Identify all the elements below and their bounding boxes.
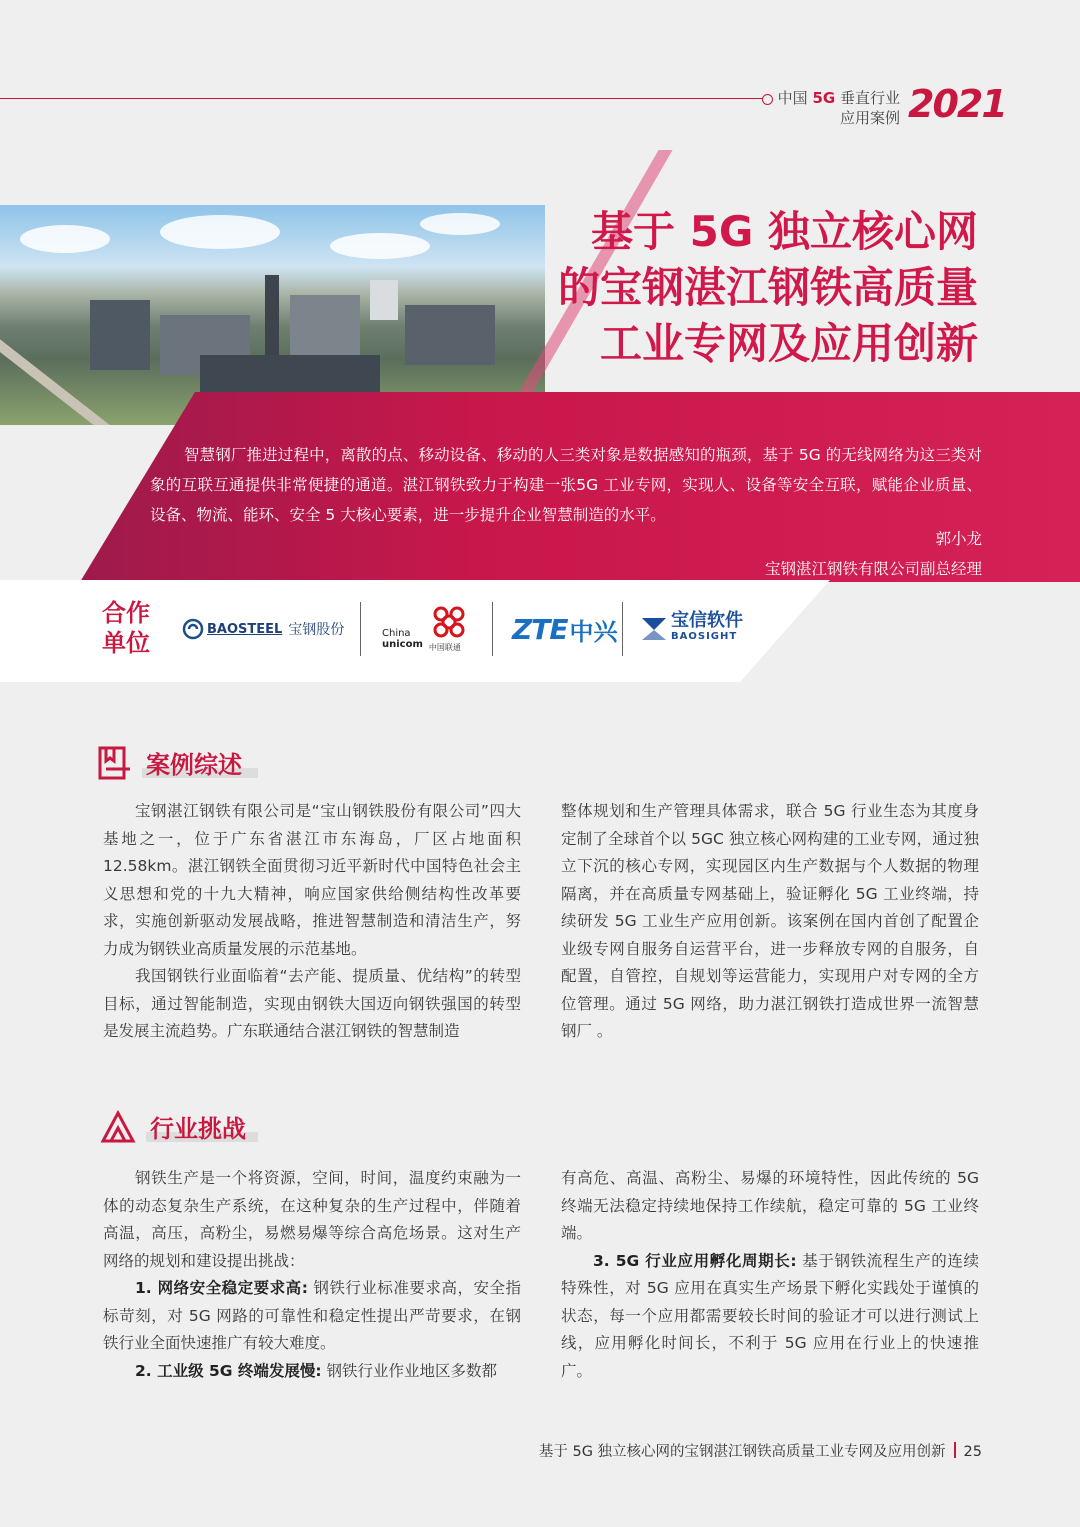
baosteel-logo xyxy=(182,604,344,654)
page-number: 25 xyxy=(963,1444,982,1460)
header-line2: 应用案例 xyxy=(839,109,900,127)
challenge-item-3-body: 基于钢铁流程生产的连续特殊性，对 5G 应用在真实生产场景下孵化实践处于谨慎的状态，每一个应用都需要较长时间的验证才可以进行测试上线，应用孵化时间长，不利于 5G 应用在行业上的快速推广。 xyxy=(561,1251,979,1380)
industry-challenge-icon xyxy=(100,1108,136,1148)
overview-paragraph: 宝钢湛江钢铁有限公司是“宝山钢铁股份有限公司”四大基地之一，位于广东省湛江市东海岛，厂区占地面积 12.58km。湛江钢铁全面贯彻习近平新时代中国特色社会主义思想和党的十九大精神，响应国家供给侧结构性改革要求，实施创新驱动发展战略，推进智慧制造和清洁生产，努力成为钢铁业高质量发展的示范基地。 xyxy=(103,802,521,958)
header-line1-prefix: 中国 xyxy=(777,89,808,107)
header-rule-dot xyxy=(762,94,773,105)
unicom-cn: 中国联通 xyxy=(428,643,461,652)
footer-title: 基于 5G 独立核心网的宝钢湛江钢铁高质量工业专网及应用创新 xyxy=(538,1444,946,1460)
header-line1-accent: 5G xyxy=(812,89,836,107)
zte-en: ZTE xyxy=(512,612,568,646)
page-title xyxy=(558,204,978,372)
overview-left-column xyxy=(103,798,521,1046)
unicom-en2: unicom xyxy=(382,639,423,650)
unicom-logo xyxy=(382,606,477,656)
author-title: 宝钢湛江钢铁有限公司副总经理 xyxy=(764,560,982,578)
overview-paragraph: 整体规划和生产管理具体需求，联合 5G 行业生态为其度身定制了全球首个以 5GC 独立核心网构建的工业专网，通过独立下沉的核心专网，实现园区内生产数据与个人数据的物理隔离，并在高质量专网基础上，验证孵化 5G 工业终端，持续研发 5G 工业生产应用创新。该案例在国内首创了配置企业级专网自服务自运营平台，进一步释放专网的自服务，自配置，自管控，自规划等运营能力，实现用户对专网的全方位管理。通过 5G 网络，助力湛江钢铁打造成世界一流智慧钢厂 。 xyxy=(561,802,979,1040)
author-name: 郭小龙 xyxy=(935,530,982,548)
quote-author xyxy=(765,524,982,584)
header-year: 2021 xyxy=(908,82,1006,126)
baosteel-cn: 宝钢股份 xyxy=(288,622,345,638)
baosight-cn: 宝信软件 xyxy=(671,610,743,631)
title-line3: 工业专网及应用创新 xyxy=(599,319,978,368)
zte-logo xyxy=(512,604,618,654)
challenge-item-1-body: 钢铁行业标准要求高，安全指标苛刻，对 5G 网路的可靠性和稳定性提出严苛要求，在钢铁行业全面快速推广有较大难度。 xyxy=(103,1279,521,1352)
partners-label-line1: 合作 xyxy=(102,599,150,627)
section-title-overview: 案例综述 xyxy=(146,751,242,779)
challenge-item-3-head: 3. 5G 行业应用孵化周期长: xyxy=(593,1251,797,1270)
challenges-right-column xyxy=(561,1165,979,1385)
challenge-item-2-continued: 有高危、高温、高粉尘、易爆的环境特性，因此传统的 5G 终端无法稳定持续地保持工作续航，稳定可靠的 5G 工业终端。 xyxy=(561,1169,979,1242)
challenge-item-2-head: 2. 工业级 5G 终端发展慢: xyxy=(135,1361,322,1380)
challenge-item-3 xyxy=(561,1248,979,1386)
challenge-item-1 xyxy=(103,1275,521,1358)
header-series-label xyxy=(778,88,900,128)
page-footer xyxy=(539,1440,982,1461)
baosteel-en: BAOSTEEL xyxy=(207,621,283,637)
partner-separator xyxy=(622,602,623,656)
partners-label-line2: 单位 xyxy=(102,629,150,657)
title-line1: 基于 5G 独立核心网 xyxy=(591,207,978,256)
challenges-left-column xyxy=(103,1165,521,1385)
baosight-en: BAOSIGHT xyxy=(671,631,738,642)
case-overview-icon xyxy=(97,745,133,785)
challenge-item-2-body: 钢铁行业作业地区多数都 xyxy=(321,1361,498,1380)
partner-separator xyxy=(360,602,361,656)
partner-separator xyxy=(492,602,493,656)
title-line2: 的宝钢湛江钢铁高质量 xyxy=(557,263,978,312)
unicom-en1: China xyxy=(382,628,411,639)
quote-text: 智慧钢厂推进过程中，离散的点、移动设备、移动的人三类对象是数据感知的瓶颈，基于 5G 的无线网络为这三类对象的互联互通提供非常便捷的通道。湛江钢铁致力于构建一张5G 工业专网，实现人、设备等安全互联，赋能企业质量、设备、物流、能环、安全 5 大核心要素，进一步提升企业智慧制造的水平。 xyxy=(150,446,982,524)
challenge-item-1-head: 1. 网络安全稳定要求高: xyxy=(135,1279,308,1297)
section-title-challenges: 行业挑战 xyxy=(150,1115,246,1143)
header-line1-suffix: 垂直行业 xyxy=(839,89,900,107)
unicom-knot-icon xyxy=(427,604,471,640)
overview-right-column xyxy=(561,798,979,1046)
baosight-logo xyxy=(640,604,743,654)
baosight-emblem-icon xyxy=(640,616,668,642)
challenge-item-2 xyxy=(103,1358,521,1386)
footer-divider xyxy=(954,1442,956,1458)
baosteel-emblem-icon xyxy=(182,618,204,640)
header-rule xyxy=(0,98,770,99)
zte-cn: 中兴 xyxy=(569,617,618,646)
partners-label xyxy=(102,598,150,658)
overview-paragraph: 我国钢铁行业面临着“去产能、提质量、优结构”的转型目标，通过智能制造，实现由钢铁大国迈向钢铁强国的转型是发展主流趋势。广东联通结合湛江钢铁的智慧制造 xyxy=(103,967,521,1040)
challenges-intro: 钢铁生产是一个将资源，空间，时间，温度约束融为一体的动态复杂生产系统，在这种复杂的生产过程中，伴随着高温，高压，高粉尘，易燃易爆等综合高危场景。这对生产网络的规划和建设提出挑战： xyxy=(103,1169,521,1270)
